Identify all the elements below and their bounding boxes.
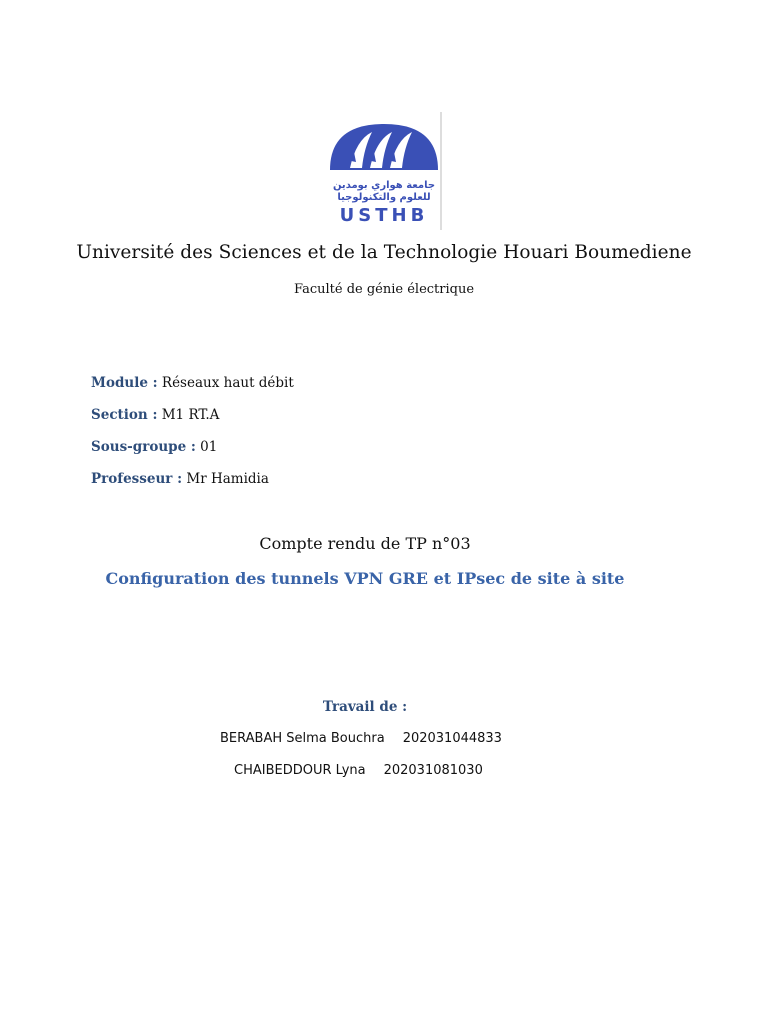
info-professor-value: Mr Hamidia xyxy=(186,471,269,487)
student-row xyxy=(220,731,502,746)
info-subgroup-label: Sous-groupe : xyxy=(91,439,196,455)
report-subject: Configuration des tunnels VPN GRE et IPsec de site à site xyxy=(105,569,625,588)
svg-text:للعلوم والتكنولوجيا: للعلوم والتكنولوجيا xyxy=(337,192,431,203)
info-section xyxy=(91,407,219,423)
info-module-label: Module : xyxy=(91,375,158,391)
student-name: BERABAH Selma Bouchra xyxy=(220,731,385,746)
report-title: Compte rendu de TP n°03 xyxy=(259,534,471,553)
student-id: 202031044833 xyxy=(402,731,502,746)
usthb-logo xyxy=(326,112,446,232)
student-id: 202031081030 xyxy=(383,763,483,778)
faculty-name: Faculté de génie électrique xyxy=(293,282,475,297)
info-professor xyxy=(91,471,269,487)
student-name: CHAIBEDDOUR Lyna xyxy=(234,763,366,778)
info-section-label: Section : xyxy=(91,407,158,423)
info-professor-label: Professeur : xyxy=(91,471,183,487)
work-label: Travail de : xyxy=(322,699,408,715)
svg-text:USTHB: USTHB xyxy=(339,205,429,226)
info-subgroup-value: 01 xyxy=(200,439,218,455)
info-section-value: M1 RT.A xyxy=(161,407,220,423)
info-module xyxy=(91,375,294,391)
university-name: Université des Sciences et de la Technologie Houari Boumediene xyxy=(76,242,692,263)
info-subgroup xyxy=(91,439,217,455)
info-module-value: Réseaux haut débit xyxy=(161,375,294,391)
svg-text:جامعة هواري بومدين: جامعة هواري بومدين xyxy=(332,180,436,191)
student-row xyxy=(234,763,483,778)
